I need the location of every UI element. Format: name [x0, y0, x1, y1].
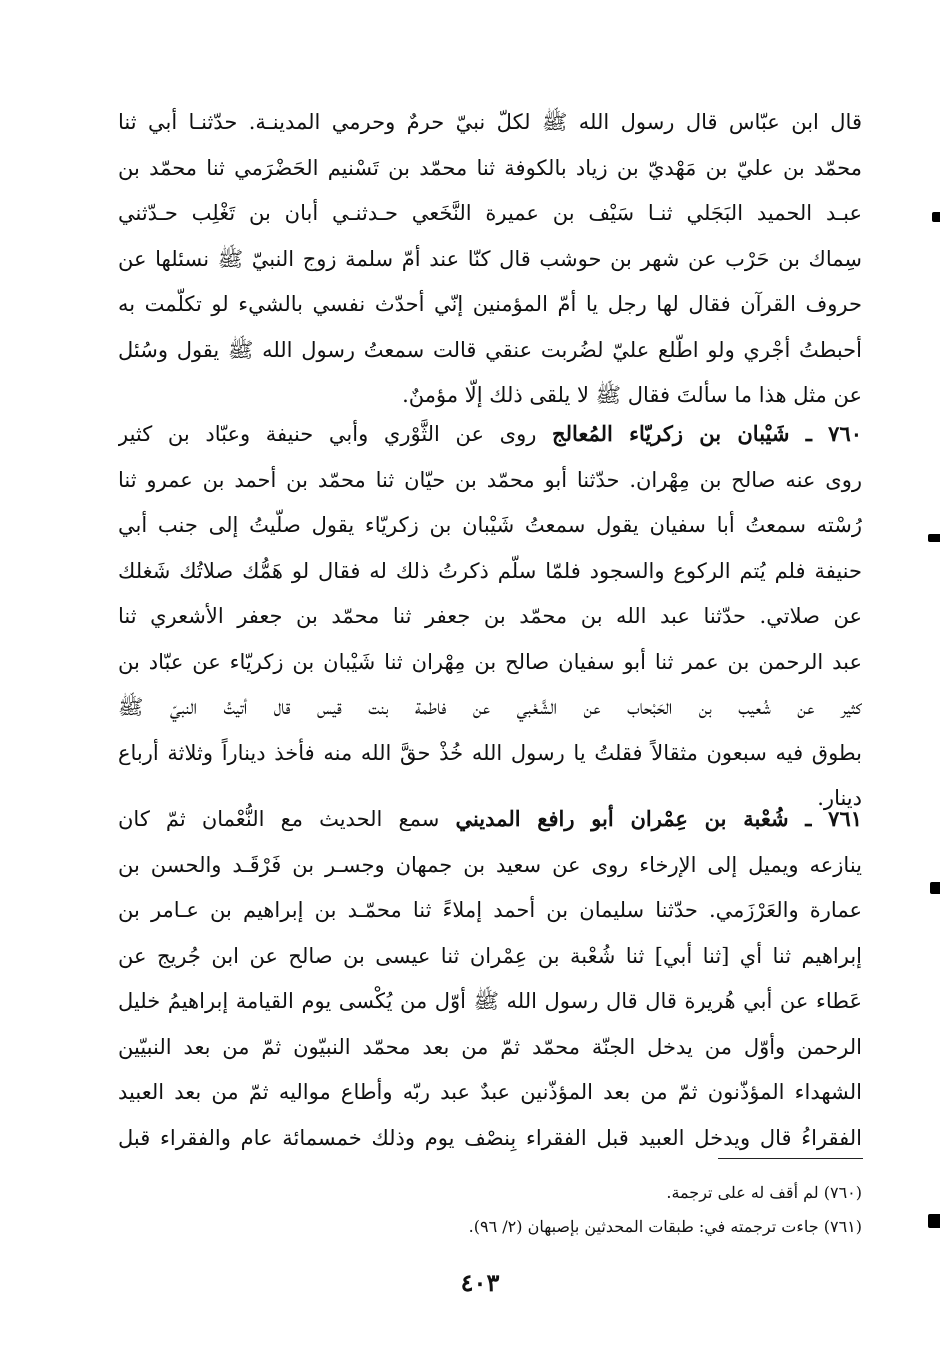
text-line: كثير عن شُعيب بن الحَبْحاب عن الشَّعْبي عن فاطمة بنت قيس قال أتيتُ النبيّ ﷺ [118, 695, 862, 719]
page-number: ٤٠٣ [460, 1268, 500, 1297]
text-line: رُسْته سمعتُ أبا سفيان يقول سمعتُ شَيْبان بن زكريّاء يقول صلّيتُ إلى جنب أبي [118, 513, 862, 537]
paragraph-1 [118, 100, 862, 419]
text-line: عَطاء عن أبي هُريرة قال قال رسول الله ﷺ أوّل من يُكْسى يوم القيامة إبراهيمُ خليل [118, 989, 862, 1013]
scan-edge-mark [928, 534, 940, 542]
text-line: محمّد بن عليّ بن مَهْديّ بن زياد بالكوفة ثنا محمّد بن تَسْنيم الحَضْرَمي ثنا محمّد بن [118, 155, 862, 180]
footnotes [300, 1176, 862, 1244]
scan-edge-mark [932, 212, 940, 222]
text-line: قال ابن عبّاس قال رسول الله ﷺ لكلّ نبيّ حرمٌ وحرمي المدينـة. حدّثنـا أبي ثنا [118, 110, 862, 134]
text-line: عبـد الحميد البَجَلي ثنـا سَيْف بن عميرة النَّخَعي حـدثنـي أبان بن تَغْلِب حـدّثني [118, 201, 862, 225]
scan-edge-mark [930, 882, 940, 894]
text-run: روى عن الثَّوْري وأبي حنيفة وعبّاد بن كثير [118, 422, 553, 446]
text-run: سمع الحديث مع النُّعْمان ثمّ كان [118, 807, 456, 831]
text-line: روى عنه صالح بن مِهْران. حدّثنا أبو محمّد بن حيّان ثنا محمّد بن أحمد بن عمرو ثنا [118, 467, 862, 492]
text-line: عن صلاتي. حدّثنا عبد الله بن محمّد بن جعفر ثنا محمّد بن جعفر الأشعري ثنا [118, 604, 862, 628]
text-line [118, 796, 862, 843]
text-line: حروف القرآن فقال لها رجل يا أمّ المؤمنين إنّي أحدّث نفسي بالشيء لو تكلّمت به [118, 292, 862, 316]
text-line: ينازعه ويميل إلى الإرخاء روى عن سعيد بن جمهان وجسـر بن فَرْقَـد والحسن بن [118, 852, 862, 877]
footnote-divider [718, 1158, 863, 1159]
paragraph-entry-760 [118, 411, 862, 822]
text-line: إبراهيم ثنا أي [ثنا أبي] ثنا شُعْبة بن عِمْران ثنا عيسى بن صالح عن ابن جُريج عن [118, 943, 862, 968]
text-line: عمارة والعَرْزَمي. حدّثنا سليمان بن أحمد إملاءً ثنا محمّـد بن إبراهيم بن عـامر بن [118, 898, 862, 922]
entry-heading: ٧٦٠ ـ شَيْبان بن زكريّاء المُعالج [552, 421, 862, 446]
scan-edge-mark [928, 1214, 940, 1228]
text-line: عن مثل هذا ما سألتَ فقال ﷺ لا يلقى ذلك إلّا مؤمنٌ. [402, 383, 862, 407]
entry-heading: ٧٦١ ـ شُعْبة بن عِمْران أبو رافع المديني [455, 806, 862, 831]
text-line: الفقراءُ قال ويدخل العبيد قبل الفقراء بِنصْف يوم وذلك خمسمائة عام والفقراء قبل [118, 1125, 862, 1150]
text-line: الرحمن وأوّل من يدخل الجنّة محمّد ثمّ من بعد محمّد النبيّون ثمّ من بعد النبيّين [118, 1034, 862, 1059]
text-line: الشهداء المؤذّنون ثمّ من بعد المؤذّنين عبدٌ عبد ربّه وأطاع مواليه ثمّ من بعد العبيد [118, 1080, 862, 1104]
footnote-760: (٧٦٠) لم أقف له على ترجمة. [666, 1183, 862, 1202]
paragraph-entry-761 [118, 796, 862, 1161]
text-line: سِماك بن حَرْب عن شهر بن حوشب قال كنّا عند أمّ سلمة زوج النبيّ ﷺ نسئلها عن [118, 246, 862, 271]
footnote-761: (٧٦١) جاءت ترجمته في: طبقات المحدثين بإصبهان (٢/ ٩٦). [468, 1217, 862, 1236]
text-line: أحبطتُ أجْري ولو اطّلع عليّ لضُربت عنقي قالت سمعتُ رسول الله ﷺ يقول وسُئل [118, 337, 862, 362]
text-line: عبد الرحمن بن عمر ثنا أبو سفيان صالح بن مِهْران ثنا شَيْبان بن زكريّاء عن عبّاد بن [118, 649, 862, 674]
text-line: حنيفة فلم يُتم الركوع والسجود فلمّا سلّم ذكرتُ ذلك له فقال لو هَمُّك صلاتُك شَغلك [118, 558, 862, 583]
text-line: دينار. [817, 786, 862, 810]
text-line: بطوق فيه سبعون مثقالاً فقلتُ يا رسول الله خُذْ حقَّ الله منه فأخذ ديناراً وثلاثة أرباع [118, 740, 862, 765]
text-line [118, 411, 862, 458]
